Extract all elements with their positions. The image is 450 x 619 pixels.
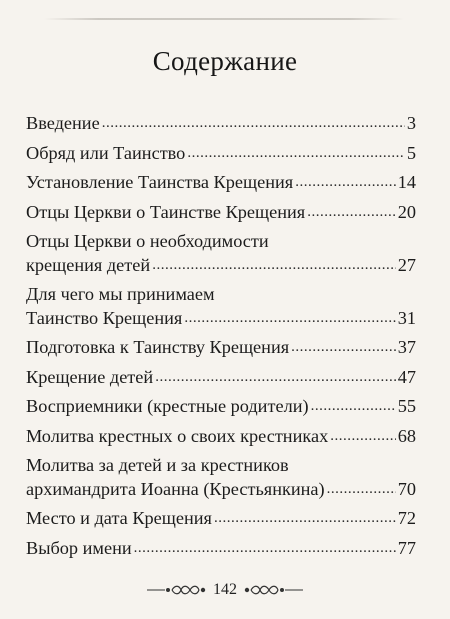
ornament-left-icon [145,584,207,596]
toc-entry [26,142,416,166]
ornament-right-icon [243,584,305,596]
toc-entry-page: 20 [397,201,416,222]
toc-entry-page: 72 [397,508,416,528]
table-of-contents [26,112,416,560]
toc-entry [26,230,416,277]
dot-leader [295,171,396,195]
toc-entry [26,507,416,531]
toc-entry-title: Введение [26,113,100,133]
toc-entry-title: Установление Таинства Крещения [26,172,294,192]
toc-entry [26,201,416,225]
toc-entry [26,171,416,195]
toc-entry [26,425,416,449]
toc-entry-title-line1: Молитва за детей и за крестников [26,455,289,475]
dot-leader [307,201,396,225]
toc-entry-page: 77 [397,537,416,558]
toc-entry-page: 14 [397,172,416,192]
toc-entry-page: 47 [397,366,416,387]
toc-entry-title: Выбор имени [26,537,132,558]
toc-entry-page: 55 [397,396,416,416]
page-footer [0,578,450,602]
page-title: Содержание [152,46,298,76]
toc-entry-title-line2: Таинство Крещения [26,307,183,328]
toc-entry-page: 70 [397,478,416,499]
toc-entry-title: Отцы Церкви о Таинстве Крещения [26,201,306,222]
toc-entry-page: 3 [406,113,416,133]
toc-entry-title: Восприемники (крестные родители) [26,396,309,416]
toc-entry [26,283,416,330]
dot-leader [214,507,396,531]
toc-entry-title: Крещение детей [26,366,154,387]
toc-entry-page: 68 [397,425,416,446]
toc-entry-title-line1: Для чего мы принимаем [26,284,215,304]
toc-entry [26,112,416,136]
toc-entry-title-line2: крещения детей [26,254,151,275]
dot-leader [152,254,396,278]
toc-entry-title: Подготовка к Таинству Крещения [26,337,290,357]
toc-entry [26,336,416,360]
toc-entry-title: Место и дата Крещения [26,508,212,528]
dot-leader [187,142,405,166]
dot-leader [134,537,396,561]
toc-entry-title: Обряд или Таинство [26,142,186,163]
dot-leader [291,336,396,360]
page-number: 142 [213,581,237,598]
toc-entry-title: Молитва крестных о своих крестниках [26,425,329,446]
toc-entry [26,395,416,419]
toc-entry [26,537,416,561]
dot-leader [102,112,405,136]
dot-leader [327,478,396,502]
top-rule [44,18,404,20]
toc-entry-page: 5 [406,142,416,163]
toc-entry-page: 27 [397,254,416,275]
dot-leader [311,395,396,419]
toc-entry-title-line2: архимандрита Иоанна (Крестьянкина) [26,478,325,499]
dot-leader [330,425,395,449]
dot-leader [184,307,395,331]
toc-entry [26,454,416,501]
dot-leader [155,366,396,390]
toc-entry-page: 31 [397,307,416,328]
toc-entry-page: 37 [397,337,416,357]
toc-entry [26,366,416,390]
toc-entry-title-line1: Отцы Церкви о необходимости [26,231,269,251]
